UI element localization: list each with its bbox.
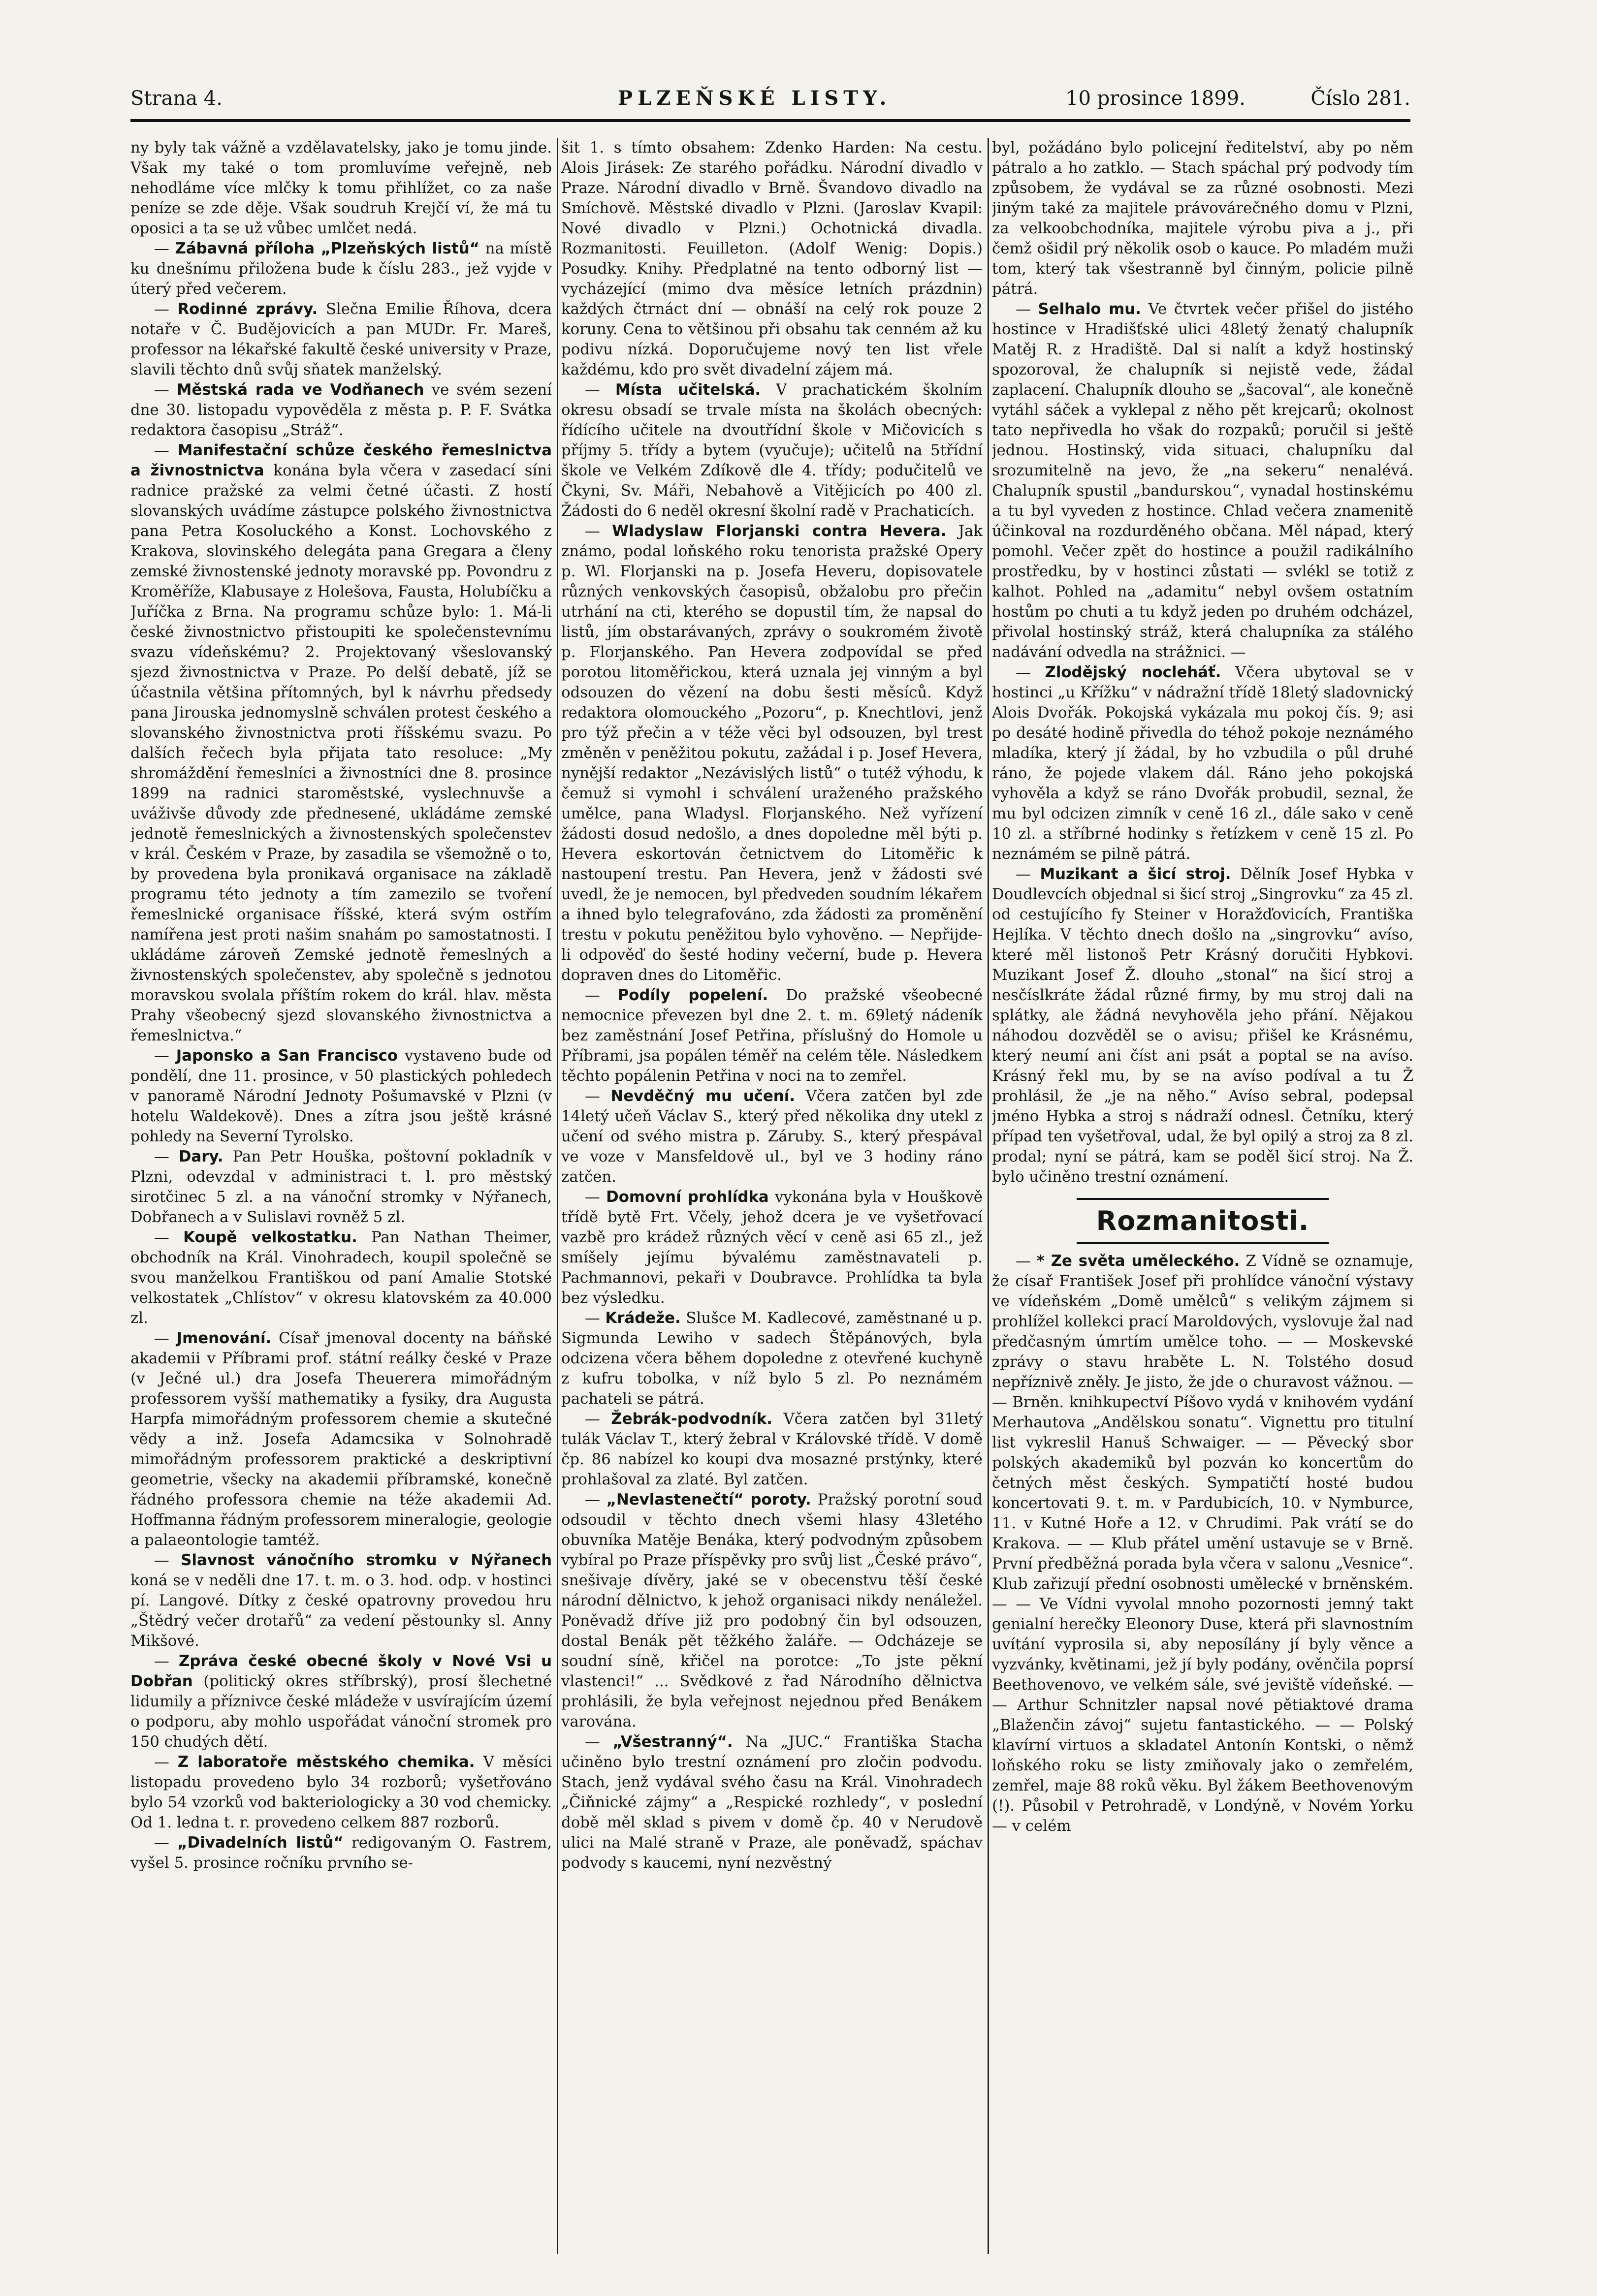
lead-dash: — <box>1016 663 1045 681</box>
article-paragraph <box>992 1251 1413 1836</box>
article-paragraph <box>561 1187 983 1308</box>
article-headline: „Nevlastenečtí“ poroty. <box>606 1491 811 1509</box>
article-headline: Zábavná příloha „Plzeňských listů“ <box>175 240 479 257</box>
lead-dash: — <box>154 240 175 257</box>
article-headline: Koupě velkostatku. <box>183 1228 357 1246</box>
lead-dash: — <box>585 381 615 399</box>
lead-dash: — <box>585 522 612 540</box>
lead-dash: — <box>154 1834 178 1852</box>
article-headline: Slavnost vánočního stromku v Nýřanech <box>181 1551 552 1569</box>
article-paragraph <box>130 380 552 440</box>
article-headline: Místa učitelská. <box>615 381 761 399</box>
article-paragraph <box>992 864 1413 1187</box>
newspaper-page <box>130 84 1413 2259</box>
article-paragraph <box>130 1147 552 1227</box>
article-text: ny byly tak vážně a vzdělavatelsky, jako je tomu jinde. Však my také o tom promluvíme veřejně, neb nehodláme více mlčky k tomu přihlížet, co za naše peníze se zde děje. Však soudruh Krejčí ví, že má tu oposici a ta se už vůbec umlčet nedá. <box>130 139 552 237</box>
article-text: Z Vídně se oznamuje, že císař František Josef při prohlídce vánoční výstavy ve vídeňském „Domě umělců“ s velikým zájmem si prohlížel kollekci prací Maroldových, vyslovuje žal nad předčasným úmrtím umělce toho. — — Moskevské zprávy o stavu hraběte L. N. Tolstého dosud nepříznivě zněly. Je jisto, že jde o churavost vážnou. — — Brněn. knihkupectví Píšovo vydá v knihovém vydání Merhautova „Andělskou sonatu“. Vignettu pro titulní list vykreslil Hanuš Schwaiger. — — Pěvecký sbor polských akademiků byl pozván ko koncertům do četných měst českých. Sympatičtí hosté budou koncertovati 9. t. m. v Pardubicích, 10. v Nymburce, 11. v Kutné Hoře a 12. v Chrudimi. Pak vrátí se do Krakova. — — Klub přátel umění ustavuje se v Brně. První předběžná porada byla včera v salonu „Vesnice“. Klub zařizují přední osobnosti umělecké v brněnském. — — Ve Vídni vyvolal mnoho pozornosti jemný takt genialní herečky Eleonory Duse, která při slavnostním uvítání vyprosila si, aby neposílány jí byly věnce a vyzvánky, květinami, jež jí byly podány, ověnčila poprsí Beethovenovo, ve velkém sále, své jeviště vídeňské. — — Arthur Schnitzler napsal nové pětiaktové drama „Blaženčin závoj“ sujetu fantastického. — — Polský klavírní virtuos a skladatel Antonín Kontski, o němž loňského roku se listy zmiňovaly jako o zemřelém, zemřel, maje 88 roků věku. Byl žákem Beethovenovým (!). Působil v Petrohradě, v Londýně, v Novém Yorku — v celém <box>992 1252 1413 1835</box>
lead-dash: — <box>585 1087 611 1105</box>
article-text: Pan Petr Houška, poštovní pokladník v Plzni, odevzdal v administraci t. l. pro městský sirotčinec 5 zl. a na vánoční stromky v Nýřanech, Dobřanech a v Sulislavi rovněž 5 zl. <box>130 1148 552 1226</box>
lead-dash: — <box>154 441 178 459</box>
lead-dash: — <box>154 1551 181 1569</box>
lead-dash: — <box>1016 865 1040 883</box>
article-text: Dělník Josef Hybka v Doudlevcích objednal si šicí stroj „Singrovku“ za 45 zl. od cestujícího fy Steiner v Horažďovicích, Františka Hejlíka. V těchto dnech došlo na „singrovku“ avíso, které měl listonoš Petr Krásný doručiti Hybkovi. Muzikant Josef Ž. dlouho „stonal“ na šicí stroj a nesčíslkráte žádal různé firmy, by mu stroj dali na splátky, ale žádná nevyhověla jeho přání. Nějakou náhodou dozvěděl se o avisu; přišel ke Krásnému, který neumí ani číst ani psát a poptal se na avíso. Krásný řekl mu, by se na avíso podíval a tu Ž prohlásil, že „je na něho.“ Avíso sebral, podepsal jméno Hybka a stroj s nádraží odnesl. Četníku, který případ ten vyšetřoval, udal, že byl opilý a stroj za 8 zl. prodal; nyní se pátrá, kam se poděl šicí stroj. Na Ž. bylo učiněno trestní oznámení. <box>992 865 1413 1186</box>
lead-dash: — <box>154 1148 179 1165</box>
article-text: vykonána byla v Houškově třídě bytě Frt. Včely, jehož dcera je ve vyšetřovací vazbě pro krádež různých věcí v ceně asi 65 zl., jež smíšely jejímu bývalému zaměstnavateli p. Pachmannovi, pekaři v Doubravce. Prohlídka ta byla bez výsledku. <box>561 1188 983 1307</box>
article-paragraph <box>130 1833 552 1873</box>
lead-dash: — <box>154 1228 184 1246</box>
lead-dash: — <box>154 1329 177 1347</box>
column-3 <box>992 138 1413 2254</box>
article-text: Slušce M. Kadlecové, zaměstnané u p. Sigmunda Lewiho v sadech Štěpánových, byla odcizena včera během dopoledne z otevřené kuchyně z kufru tobolka, v níž bylo 5 zl. Po neznámém pachateli se pátrá. <box>561 1309 983 1408</box>
lead-dash: — <box>585 1491 607 1509</box>
article-headline: Zpráva české obecné školy v Nové Vsi u Dobřan <box>130 1652 552 1690</box>
article-text: Pan Nathan Theimer, obchodník na Král. Vinohradech, koupil společně se svou manželkou Františkou od paní Amalie Stotské velkostatek „Chlístov“ v okresu klatovském za 40.000 zl. <box>130 1228 552 1327</box>
article-text: Císař jmenoval docenty na báňské akademii v Příbrami prof. státní reálky české v Praze (v Ječné ul.) dra Josefa Theuerera mimořádným professorem vyšší mathematiky a fysiky, dra Augusta Harpfa mimořádným professorem chemie a skutečné vědy a inž. Josefa Adamcsika v Solnohradě mimořádným professorem praktické a deskriptivní geometrie, všecky na akademii příbramské, konečně řádného professora chemie na téže akademii Ad. Hoffmanna řádným professorem mineralogie, geologie a palaeontologie tamtéž. <box>130 1329 552 1549</box>
column-divider <box>557 138 558 2254</box>
article-headline: Z laboratoře městského chemika. <box>177 1753 475 1771</box>
article-text: Pražský porotní soud odsoudil v těchto dnech všemi hlasy 43letého obuvníka Matěje Benáka, který podvodným způsobem vybíral po Praze příspěvky pro svůj list „České právo“, snešivaje dívěry, jaké se v obecenstvu těší české národní dělnictvo, k jehož organisaci nikdy nenáležel. Poněvadž dříve již pro podobný čin byl odsouzen, dostal Benák pět těžkého žaláře. — Odcházeje se soudní síně, křičel na porotce: „To jste pěkní vlastenci!“ ... Svědkové z řad Národního dělnictva prohlásili, že byla veřejnost nejednou před Benákem varována. <box>561 1491 983 1730</box>
lead-dash: — <box>1016 1252 1037 1270</box>
article-paragraph <box>130 138 552 239</box>
article-headline: „Všestranný“. <box>612 1733 733 1751</box>
article-headline: „Divadelních listů“ <box>177 1834 344 1852</box>
article-headline: Zlodějský nocleháť. <box>1045 663 1221 681</box>
article-text: Včera zatčen byl zde 14letý učeň Václav S., který před několika dny utekl z učení od svého mistra p. Záruby. S., který přespával ve voze v Mansfeldově ul., byl ve 3 hodiny ráno zatčen. <box>561 1087 983 1186</box>
article-paragraph <box>561 1732 983 1873</box>
article-text: redigovaným O. Fastrem, vyšel 5. prosince ročníku prvního se- <box>130 1834 552 1872</box>
article-headline: Wladyslaw Florjanski contra Hevera. <box>612 522 947 540</box>
lead-dash: — <box>585 1410 611 1428</box>
article-paragraph <box>561 138 983 380</box>
article-paragraph <box>130 299 552 380</box>
article-paragraph <box>561 1490 983 1732</box>
article-paragraph <box>130 440 552 1046</box>
article-text: Do pražské všeobecné nemocnice převezen byl dne 2. t. m. 69letý nádeník bez zaměstnání Josef Petřina, příslušný do Homole u Příbrami, jsa popálen téměř na celém těle. Následkem těchto popálenin Petřina v noci na to zemřel. <box>561 986 983 1085</box>
lead-dash: — <box>585 1309 606 1327</box>
article-headline: Městská rada ve Vodňanech <box>176 381 424 399</box>
article-paragraph <box>561 1308 983 1409</box>
article-paragraph <box>130 1046 552 1147</box>
lead-dash: — <box>154 1652 179 1670</box>
article-headline: Selhalo mu. <box>1038 300 1141 318</box>
page-number: Strana 4. <box>130 87 223 110</box>
article-headline: * Ze světa uměleckého. <box>1036 1252 1240 1270</box>
article-headline: Podíly popelení. <box>617 986 768 1004</box>
lead-dash: — <box>585 986 618 1004</box>
lead-dash: — <box>154 1753 178 1771</box>
article-headline: Jmenování. <box>176 1329 272 1347</box>
article-paragraph <box>561 1086 983 1187</box>
article-text: koná se v neděli dne 17. t. m. o 3. hod. odp. v hostinci pí. Langové. Dítky z české opatrovny provedou hru „Štědrý večer drotařů“ za vedení pěstounky sl. Anny Mikšové. <box>130 1572 552 1650</box>
lead-dash: — <box>154 300 178 318</box>
article-text: V měsíci listopadu provedeno bylo 34 rozborů; vyšetřováno bylo 54 vzorků vod bakteriologicky a 30 vod chemicky. Od 1. ledna t. r. provedeno celkem 887 rozborů. <box>130 1753 552 1831</box>
masthead-title: PLZEŇSKÉ LISTY. <box>618 87 892 110</box>
column-2 <box>561 138 983 2254</box>
article-paragraph <box>130 239 552 299</box>
lead-dash: — <box>1016 300 1038 318</box>
lead-dash: — <box>154 381 177 399</box>
article-paragraph <box>992 662 1413 864</box>
article-paragraph <box>561 521 983 985</box>
issue-date: 10 prosince 1899. <box>1066 87 1246 110</box>
article-headline: Japonsko a San Francisco <box>176 1047 398 1065</box>
article-paragraph <box>992 138 1413 299</box>
article-text: šit 1. s tímto obsahem: Zdenko Harden: Na cestu. Alois Jirásek: Ze starého pořádku. Národní divadlo v Praze. Národní divadlo v Brně. Švandovo divadlo na Smíchově. Městské divadlo v Plzni. (Jaroslav Kvapil: Nové divadlo v Plzni.) Ochotnická divadla. Rozmanitosti. Feuilleton. (Adolf Wenig: Dopis.) Posudky. Knihy. Předplatné na tento odborný list — vycházející (mimo dva měsíce letních prázdnin) každých čtrnáct dní — obnáší na celý rok pouze 2 koruny. Cena to většinou při obsahu tak cenném až ku podivu nízká. Doporučujeme nový ten list vřele každému, kdo pro svět divadelní zájem má. <box>561 139 983 378</box>
lead-dash: — <box>585 1188 607 1206</box>
article-text: Včera zatčen byl 31letý tulák Václav T., který žebral v Královské třídě. V domě čp. 86 nabízel ko koupi dva mosazné prstýnky, které prohlašoval za zlaté. Byl zatčen. <box>561 1410 983 1488</box>
article-text: Včera ubytoval se v hostinci „u Křížku“ v nádražní třídě 18letý sladovnický Alois Dvořák. Pokojská vykázala mu pokoj čís. 9; asi po desáté hodině přivedla do téhož pokoje neznámého mladíka, který jí žádal, by ho vzbudila o půl druhé ráno, že pojede vlakem dál. Ráno jeho pokojská vyhověla a když se ráno Dvořák probudil, seznal, že mu byl odcizen zimník v ceně 16 zl., dále sako v ceně 10 zl. a stříbrné hodinky s řetízkem v ceně 15 zl. Po neznámém se pilně pátrá. <box>992 663 1413 863</box>
issue-number: Číslo 281. <box>1310 87 1410 110</box>
article-paragraph <box>561 1409 983 1490</box>
article-headline: Domovní prohlídka <box>606 1188 769 1206</box>
article-paragraph <box>992 299 1413 662</box>
lead-dash: — <box>585 1733 613 1751</box>
article-headline: Dary. <box>178 1148 224 1165</box>
article-paragraph <box>130 1328 552 1550</box>
article-text: na místě ku dnešnímu přiložena bude k číslu 283., jež vyjde v úterý před večerem. <box>130 240 552 298</box>
article-text: Jak známo, podal loňského roku tenorista pražské Opery p. Wl. Florjanski na p. Josefa Heveru, dopisovatele různých venkovských časopisů, obžalobu pro přečin utrhání na cti, kterého se dopustil tím, že napsal do listů, jím obstarávaných, zprávy o soukromém životě p. Florjanského. Pan Hevera zodpovídal se před porotou litoměřickou, která uznala jej vinným a byl odsouzen do vězení na dobu šesti měsíců. Když redaktora olomouckého „Pozoru“, p. Knechtlovi, jenž pro týž přečin a v téže věci byl odsouzen, byl trest změněn v peněžitou pokutu, zažádal i p. Josef Hevera, nynější redaktor „Nezávislých listů“ o tutéž výhodu, k čemuž si vymohl i schválení uraženého pražského umělce, pana Wladysl. Florjanského. Než vyřízení žádosti dosud nedošlo, a dnes dopoledne měl býti p. Hevera eskortován četnictvem do Litoměřic k nastoupení trestu. Pan Hevera, jenž v žádosti své uvedl, že je nemocen, byl předveden soudním lékařem a ihned bylo telegrafováno, zda žádosti za proměnění trestu v pokutu peněžitou bylo vyhověno. — Nepřijde-li odpověď do šesté hodiny večerní, bude p. Hevera dopraven dnes do Litoměřic. <box>561 522 983 984</box>
article-paragraph <box>130 1752 552 1833</box>
article-text: vystaveno bude od pondělí, dne 11. prosince, v 50 plastických pohledech v panoramě Národní Jednoty Pošumavské v Plzni (v hotelu Waldekově). Dnes a zítra jsou ještě krásné pohledy na Severní Tyrolsko. <box>130 1047 552 1145</box>
section-heading-text: Rozmanitosti. <box>1077 1198 1329 1244</box>
article-paragraph <box>130 1651 552 1752</box>
header-rule <box>130 119 1410 122</box>
page-header <box>130 84 1410 113</box>
article-text: Slečna Emilie Říhova, dcera notaře v Č. Budějovicích a pan MUDr. Fr. Mareš, professor na lékařské fakultě české university v Praze, slavili těchto dnů svůj sňatek manželský. <box>130 300 552 378</box>
article-text: Na „JUC.“ Františka Stacha učiněno bylo trestní oznámení pro zločin podvodu. Stach, jenž vydával svého času na Král. Vinohradech „Čiňnické zájmy“ a „Respické rozhledy“, v poslední době měl sklad s pivem v domě čp. 40 v Nerudově ulici na Malé straně v Praze, ale poněvadž, spáchav podvody s kaucemi, nyní nezvěstný <box>561 1733 983 1872</box>
article-paragraph <box>561 985 983 1086</box>
article-headline: Žebrák-podvodník. <box>611 1410 772 1428</box>
article-paragraph <box>130 1227 552 1328</box>
article-text: byl, požádáno bylo policejní ředitelství, aby po něm pátralo a ho zatklo. — Stach spáchal prý podvody tím způsobem, že vydával se za různé osobnosti. Mezi jiným také za majitele právovárečného domu v Plzni, za velkoobchodníka, majitele výrobu piva a j., při čemž ošidil prý několik osob o kauce. Po mladém muži tom, který tak všestranně byl činným, policie pilně pátrá. <box>992 139 1413 298</box>
article-text: (politický okres stříbrský), prosí šlechetné lidumily a příznivce české mládeže v usvírajícím území o podporu, aby mohlo uspořádat vánoční stromek pro 150 chudých dětí. <box>130 1672 552 1751</box>
column-1 <box>130 138 552 2254</box>
article-headline: Manifestační schůze českého řemeslnictva a živnostnictva <box>130 441 552 479</box>
section-heading <box>992 1198 1413 1244</box>
article-paragraph <box>130 1550 552 1651</box>
lead-dash: — <box>154 1047 176 1065</box>
column-divider <box>988 138 989 2254</box>
article-text: ve svém sezení dne 30. listopadu vypověděla z města p. P. F. Svátka redaktora časopisu „Stráž“. <box>130 381 552 439</box>
article-headline: Rodinné zprávy. <box>177 300 318 318</box>
article-headline: Krádeže. <box>605 1309 681 1327</box>
article-text: Ve čtvrtek večer přišel do jistého hostince v Hradišťské ulici 48letý ženatý chalupník Matěj R. z Hradiště. Dal si nalít a když hostinský spozoroval, že chalupník si nejistě vede, žádal zaplacení. Chalupník dlouho se „šacoval“, ale konečně vytáhl sáček a vyklepal z něho pět krejcarů; okolnost tato nepřivedla ho však do rozpaků; poručil si ještě jednou. Hostinský, vida situaci, chalupníku dal srozumitelně na jevo, že „na sekeru“ nenalévá. Chalupník spustil „bandurskou“, vynadal hostinskému a tu byl vyveden z hostince. Chlad večera znamenitě účinkoval na rozdurděného občana. Měl nápad, který pomohl. Večer zpět do hostince a použil radikálního prostředku, by v hostinci zůstati — svlékl se totiž z kalhot. Pohled na „adamitu“ nebyl ovšem ostatním hostům po chuti a tu když jeden po druhém odcházel, přivolal hostinský stráž, která chalupníka za stálého nadávání odvedla na strážnici. — <box>992 300 1413 661</box>
article-headline: Nevděčný mu učení. <box>610 1087 795 1105</box>
article-headline: Muzikant a šicí stroj. <box>1040 865 1231 883</box>
article-text: V prachatickém školním okresu obsadí se trvale místa na školách obecných: řídícího učitele na dvoutřídní škole v Mičovicích s příjmy 5. třídy a bytem (vyučuje); učitelů na 5třídní škole ve Velkém Zdíkově dle 4. třídy; podučitelů ve Čkyni, Sv. Máři, Nebahově a Vitějicích po 400 zl. Žádosti do 6 neděl okresní školní radě v Prachaticích. <box>561 381 983 520</box>
article-paragraph <box>561 380 983 521</box>
article-text: konána byla včera v zasedací síni radnice pražské za velmi četné účasti. Z hostí slovanských uvádíme zástupce polského živnostnictva pana Petra Kosoluckého a Konst. Lochovského z Krakova, slovinského delegáta pana Gregara a členy zemské živnostenské jednoty moravské pp. Povondru z Kroměříže, Klabusaye z Holešova, Fausta, Holubíčku a Juříčka z Brna. Na programu schůze bylo: 1. Má-li české živnostnictvo přistoupiti ke společenstevnímu svazu vídeňskému? 2. Projektovaný všeslovanský sjezd živnostnictva v Praze. Po delší debatě, jíž se účastnila většina přítomných, byl k návrhu předsedy pana Jirouska jednomyslně schválen protest českého a slovanského živnostnictva proti říšskému svazu. Po dalších řečech byla přijata tato resoluce: „My shromáždění řemeslníci a živnostníci dne 8. prosince 1899 na radnici staroměstské, vyslechnuvše a uváživše důvody zde přednesené, ukládáme zemské jednotě řemeslnických a živnostenských společenstev v král. Českém v Praze, by zasadila se všemožně o to, by provedena byla pronikavá organisace na základě programu této jednoty a tím zamezilo se tvoření řemeslnické organisace říšské, která svým ostřím namířena jest proti našim snahám po samostatnosti. I ukládáme zároveň Zemské jednotě řemeslných a živnostenských společenstev, aby společně s jednotou moravskou svolala příštím rokem do král. hlav. města Prahy všeobecný sjezd slovanského živnostnictva a řemeslnictva.“ <box>130 462 552 1044</box>
